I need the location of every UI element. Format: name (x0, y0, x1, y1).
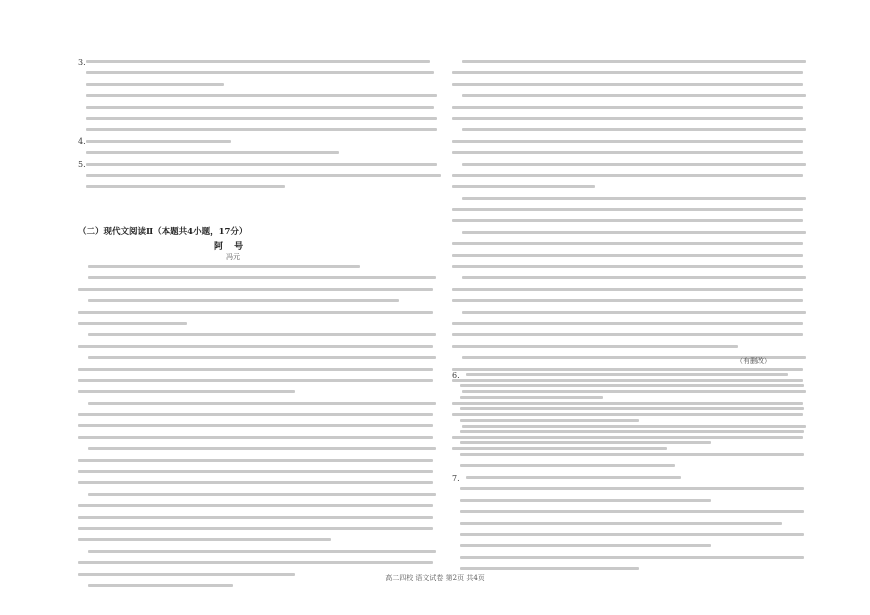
essay-title: 阿 号 (214, 242, 248, 252)
question-4-number: 4. (78, 137, 86, 146)
essay-left-column (78, 265, 440, 587)
question-3-number: 3. (78, 58, 86, 67)
page-footer: 高二四校 语文试卷 第2页 共4页 (385, 574, 485, 582)
section-heading: （二）现代文阅读Ⅱ（本题共4小题，17分） (78, 227, 248, 237)
left-column-upper (78, 60, 440, 188)
question-5-number: 5. (78, 160, 86, 169)
essay-ending-tag: （有删改） (736, 357, 771, 365)
question-7-number: 7. (452, 474, 460, 483)
question-7-block (452, 476, 810, 570)
question-6-block (452, 373, 810, 467)
question-6-number: 6. (452, 371, 460, 380)
essay-author: 冯元 (226, 253, 240, 261)
